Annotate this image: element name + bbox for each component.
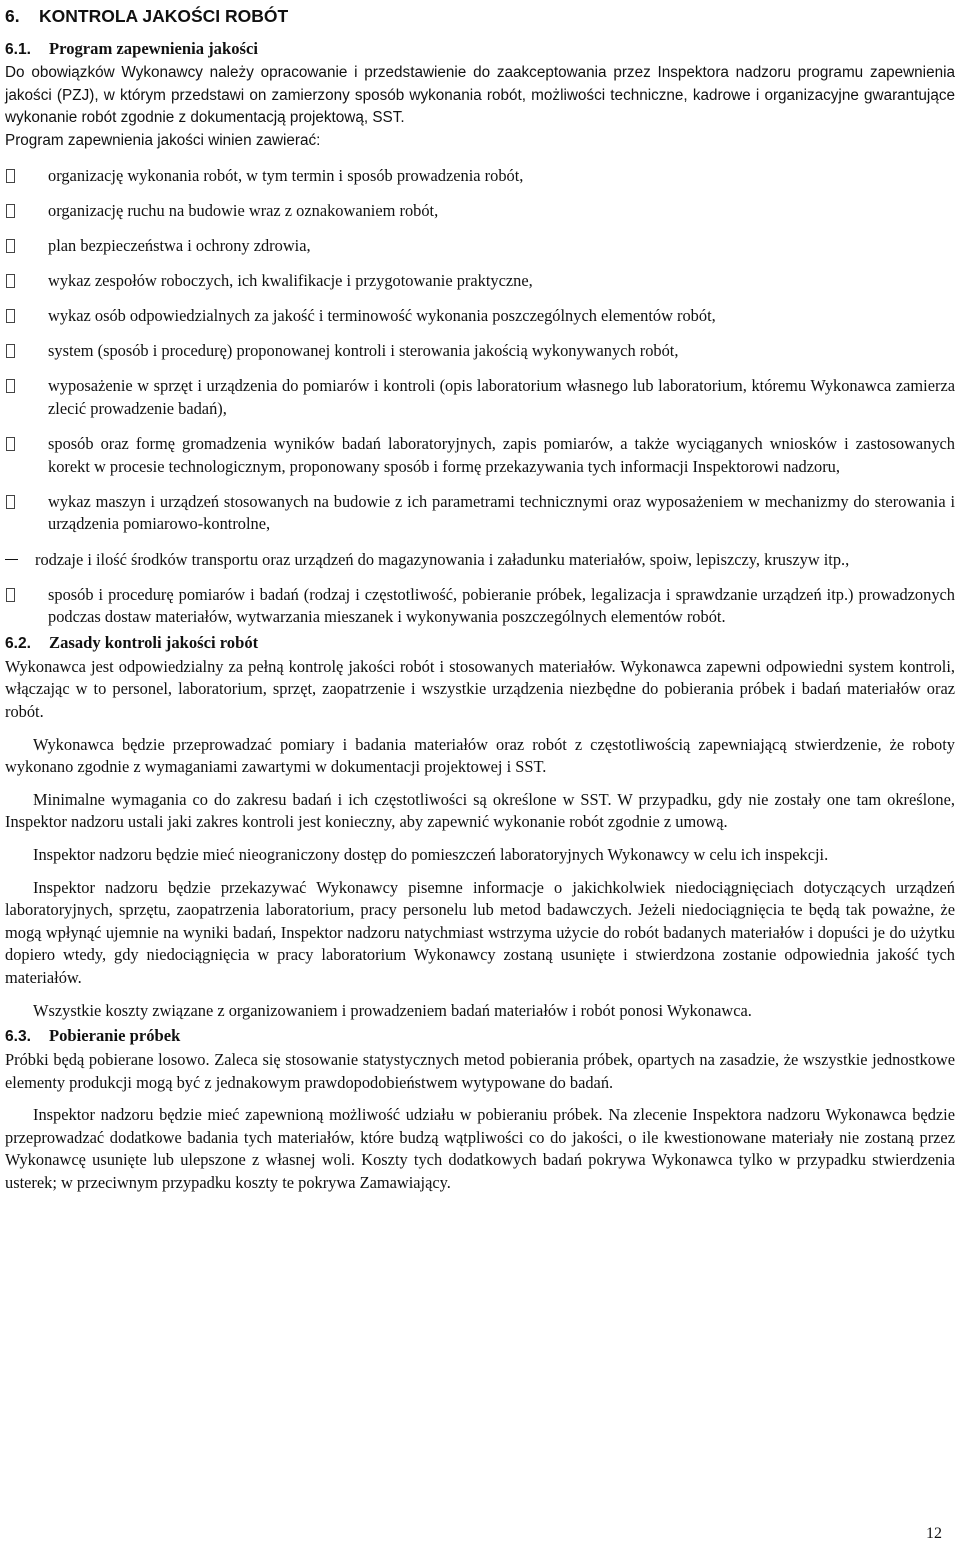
section-heading-6-3 (5, 1024, 955, 1049)
list-item: sposób oraz formę gromadzenia wyników badań laboratoryjnych, zapis pomiarów, a także wyciąganych wniosków i zastosowanych korekt w procesie technologicznym, proponowany sposób i formę przekazywania tych informacji Inspektorowi nadzoru, (5, 433, 955, 478)
list-item: wykaz osób odpowiedzialnych za jakość i terminowość wykonania poszczególnych elementów robót, (5, 305, 955, 328)
bullet-box-icon (6, 169, 15, 183)
section-number: 6.3. (5, 1028, 32, 1046)
page-number: 12 (926, 1525, 942, 1542)
paragraph: Wszystkie koszty związane z organizowaniem i prowadzeniem badań materiałów i robót ponosi Wykonawca. (33, 1000, 752, 1020)
bullet-box-icon (6, 239, 15, 253)
bullet-box-icon (6, 588, 15, 602)
section-heading-6-1 (5, 37, 955, 62)
intro-paragraph: Do obowiązków Wykonawcy należy opracowanie i przedstawienie do zaakceptowania przez Inspektora nadzoru programu zapewnienia jakości (PZJ), w którym przedstawi on zamierzony sposób wykonania robót, możliwości techniczne, kadrowe i organizacyjne gwarantujące wykonanie robót zgodnie z dokumentacją projektową, SST. (5, 64, 955, 127)
section-heading-6-2 (5, 631, 955, 656)
requirements-list (5, 165, 955, 629)
list-item: plan bezpieczeństwa i ochrony zdrowia, (5, 235, 955, 258)
bullet-box-icon (6, 204, 15, 218)
paragraph: Próbki będą pobierane losowo. Zaleca się stosowanie statystycznych metod pobierania próbek, opartych na zasadzie, że wszystkie jednostkowe elementy produkcji mogą być z jednakowym prawdopodobieństwem wytypowane do badań. (5, 1050, 955, 1092)
list-item: wykaz maszyn i urządzeń stosowanych na budowie z ich parametrami technicznymi oraz wyposażeniem w mechanizmy do sterowania i urządzenia pomiarowo-kontrolne, (5, 491, 955, 536)
section-title: Program zapewnienia jakości (49, 39, 258, 58)
chapter-number: 6. (5, 6, 20, 26)
chapter-heading (5, 4, 955, 28)
document-page (5, 4, 955, 1195)
chapter-title: KONTROLA JAKOŚCI ROBÓT (39, 6, 289, 26)
list-item: organizację wykonania robót, w tym termin i sposób prowadzenia robót, (5, 165, 955, 188)
list-item: system (sposób i procedurę) proponowanej kontroli i sterowania jakością wykonywanych robót, (5, 340, 955, 363)
bullet-box-icon (6, 437, 15, 451)
list-item: organizację ruchu na budowie wraz z oznakowaniem robót, (5, 200, 955, 223)
bullet-box-icon (6, 379, 15, 393)
section-title: Zasady kontroli jakości robót (49, 632, 259, 652)
paragraph: Inspektor nadzoru będzie przekazywać Wykonawcy pisemne informacje o jakichkolwiek niedociągnięciach dotyczących urządzeń laboratoryjnych, sprzętu, zaopatrzenia laboratorium, pracy personelu lub metod badawczych. Jeżeli niedociągnięcia te będą tak poważne, że mogą wpłynąć ujemnie na wyniki badań, Inspektor nadzoru natychmiast wstrzyma użycie do robót badanych materiałów i dopuści je do użytku dopiero wtedy, gdy niedociągnięcia w pracy laboratorium Wykonawcy zostaną usunięte i stwierdzona zostanie odpowiednia jakość tych materiałów. (5, 877, 955, 987)
section-number: 6.2. (5, 634, 32, 652)
list-lead: Program zapewnienia jakości winien zawierać: (5, 131, 321, 149)
bullet-box-icon (6, 274, 15, 288)
paragraph: Wykonawca będzie przeprowadzać pomiary i badania materiałów oraz robót z częstotliwością zapewniającą stwierdzenie, że roboty wykonano zgodnie z wymaganiami zawartymi w dokumentacji projektowej i SST. (5, 734, 955, 777)
paragraph: Wykonawca jest odpowiedzialny za pełną kontrolę jakości robót i stosowanych materiałów. Wykonawca zapewni odpowiedni system kontroli, włączając w to personel, laboratorium, sprzęt, zaopatrzenie i wszystkie urządzenia niezbędne do pobierania próbek i badań materiałów oraz robót. (5, 656, 955, 721)
list-item: wyposażenie w sprzęt i urządzenia do pomiarów i kontroli (opis laboratorium własnego lub laboratorium, któremu Wykonawca zamierza zlecić prowadzenie badań), (5, 375, 955, 420)
section-number: 6.1. (5, 41, 32, 58)
bullet-box-icon (6, 495, 15, 509)
paragraph: Inspektor nadzoru będzie mieć zapewnioną możliwość udziału w pobieraniu próbek. Na zlecenie Inspektora nadzoru Wykonawca będzie przeprowadzać dodatkowe badania tych materiałów, które budzą wątpliwości co do jakości, o ile kwestionowane materiały nie zostaną przez Wykonawcę usunięte lub ulepszone z własnej woli. Koszty tych dodatkowych badań pokrywa Wykonawca tylko w przypadku stwierdzenia usterek; w przeciwnym przypadku koszty te pokrywa Zamawiający. (5, 1105, 955, 1193)
paragraph: Inspektor nadzoru będzie mieć nieograniczony dostęp do pomieszczeń laboratoryjnych Wykonawcy w celu ich inspekcji. (33, 844, 829, 864)
dash-bullet-icon (5, 559, 18, 560)
bullet-box-icon (6, 344, 15, 358)
bullet-box-icon (6, 309, 15, 323)
section-title: Pobieranie próbek (49, 1026, 181, 1046)
list-item: rodzaje i ilość środków transportu oraz urządzeń do magazynowania i załadunku materiałów, spoiw, lepiszczy, kruszyw itp., (5, 549, 955, 572)
paragraph: Minimalne wymagania co do zakresu badań i ich częstotliwości są określone w SST. W przypadku, gdy nie zostały one tam określone, Inspektor nadzoru ustali jaki zakres kontroli jest konieczny, aby zapewnić wykonanie robót zgodnie z umową. (5, 789, 955, 832)
list-item: wykaz zespołów roboczych, ich kwalifikacje i przygotowanie praktyczne, (5, 270, 955, 293)
list-item: sposób i procedurę pomiarów i badań (rodzaj i częstotliwość, pobieranie próbek, legalizacja i sprawdzanie urządzeń itp.) prowadzonych podczas dostaw materiałów, wytwarzania mieszanek i wykonywania poszczególnych elementów robót. (5, 584, 955, 629)
